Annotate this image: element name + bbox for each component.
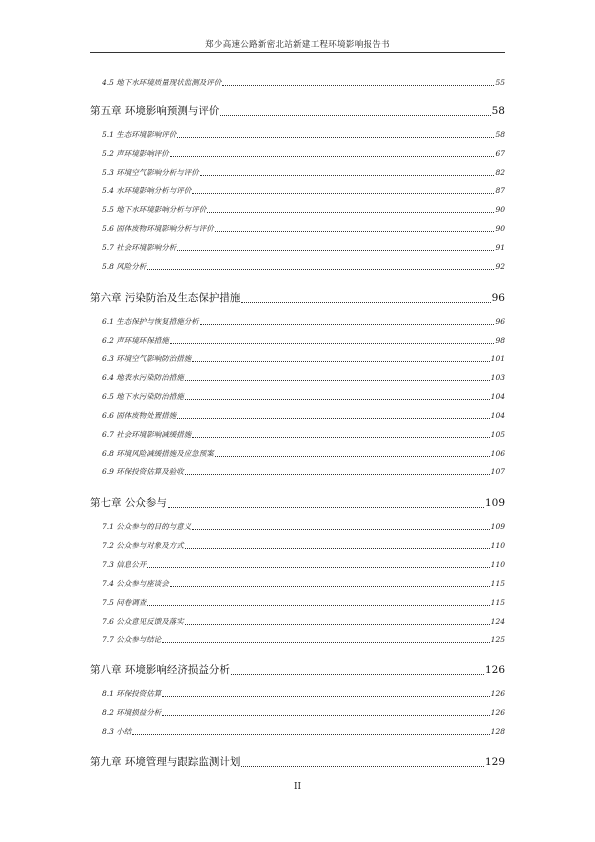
toc-entry-title: 4.5 地下水环境质量现状监测及评价 [102, 78, 222, 87]
dot-leader [192, 437, 489, 438]
toc-section-entry[interactable] [102, 688, 505, 699]
toc-section-entry[interactable] [102, 521, 505, 532]
dot-leader [231, 674, 484, 675]
toc-entry-page: 126 [490, 689, 505, 698]
toc-section-entry[interactable] [102, 726, 505, 737]
toc-entry-page: 128 [490, 727, 505, 736]
toc-entry-page: 87 [495, 186, 505, 195]
dot-leader [185, 474, 490, 475]
toc-entry-title: 7.6 公众意见反馈及落实 [102, 617, 184, 626]
dot-leader [222, 85, 494, 86]
toc-section-entry[interactable] [102, 391, 505, 402]
toc-entry-title: 5.7 社会环境影响分析 [102, 243, 177, 252]
toc-section-entry[interactable] [102, 167, 505, 178]
toc-section-entry[interactable] [102, 129, 505, 140]
toc-entry-title: 7.1 公众参与的目的与意义 [102, 522, 192, 531]
toc-section-entry[interactable] [102, 429, 505, 440]
dot-leader [147, 567, 489, 568]
toc-entry-title: 6.4 地表水污染防治措施 [102, 373, 184, 382]
toc-entry-page: 129 [484, 756, 505, 768]
toc-section-entry[interactable] [102, 634, 505, 645]
toc-section-entry[interactable] [102, 316, 505, 327]
toc-entry-page: 67 [495, 149, 505, 158]
toc-section-entry[interactable] [102, 242, 505, 253]
toc-entry-page: 104 [490, 392, 505, 401]
toc-entry-page: 58 [495, 130, 505, 139]
toc-entry-title: 5.8 风险分析 [102, 262, 147, 271]
toc-entry-title: 第七章 公众参与 [90, 497, 167, 509]
dot-leader [168, 507, 484, 508]
toc-entry-title: 6.9 环保投资估算及验收 [102, 467, 184, 476]
toc-section-entry[interactable] [102, 410, 505, 421]
toc-section-entry[interactable] [102, 148, 505, 159]
toc-section-entry[interactable] [102, 616, 505, 627]
toc-entry-page: 124 [490, 617, 505, 626]
toc-entry-title: 7.7 公众参与结论 [102, 635, 162, 644]
toc-entry-title: 6.1 生态保护与恢复措施分析 [102, 317, 199, 326]
toc-entry-title: 6.3 环境空气影响防治措施 [102, 354, 192, 363]
dot-leader [192, 193, 494, 194]
toc-entry-title: 8.2 环境损益分析 [102, 708, 162, 717]
toc-entry-page: 110 [490, 560, 505, 569]
toc-entry-title: 5.3 环境空气影响分析与评价 [102, 168, 199, 177]
toc-entry-page: 96 [491, 292, 505, 304]
dot-leader [192, 529, 489, 530]
dot-leader [147, 605, 489, 606]
toc-entry-title: 8.1 环保投资估算 [102, 689, 162, 698]
toc-entry-title: 7.2 公众参与对象及方式 [102, 541, 184, 550]
toc-section-entry[interactable] [102, 372, 505, 383]
toc-entry-page: 58 [491, 105, 505, 117]
toc-entry-page: 126 [490, 708, 505, 717]
dot-leader [162, 696, 489, 697]
toc-entry-title: 5.5 地下水环境影响分析与评价 [102, 205, 207, 214]
toc-section-entry[interactable] [102, 77, 505, 88]
toc-entry-page: 90 [495, 205, 505, 214]
toc-entry-page: 96 [495, 317, 505, 326]
toc-entry-page: 109 [490, 522, 505, 531]
toc-section-entry[interactable] [102, 559, 505, 570]
toc-entry-title: 5.2 声环境影响评价 [102, 149, 169, 158]
dot-leader [185, 548, 490, 549]
toc-section-entry[interactable] [102, 223, 505, 234]
toc-section-entry[interactable] [102, 597, 505, 608]
toc-section-entry[interactable] [102, 261, 505, 272]
toc-entry-title: 5.1 生态环境影响评价 [102, 130, 177, 139]
toc-chapter-entry[interactable] [90, 103, 505, 118]
toc-section-entry[interactable] [102, 448, 505, 459]
toc-entry-title: 6.2 声环境环保措施 [102, 336, 169, 345]
dot-leader [241, 766, 484, 767]
toc-entry-title: 7.3 信息公开 [102, 560, 147, 569]
toc-entry-title: 第五章 环境影响预测与评价 [90, 105, 220, 117]
toc-entry-title: 第九章 环境管理与跟踪监测计划 [90, 756, 241, 768]
toc-entry-page: 101 [490, 354, 505, 363]
toc-entry-title: 6.6 固体废物处置措施 [102, 411, 177, 420]
dot-leader [170, 343, 495, 344]
dot-leader [200, 324, 495, 325]
toc-entry-title: 6.5 地下水污染防治措施 [102, 392, 184, 401]
toc-chapter-entry[interactable] [90, 290, 505, 305]
dot-leader [207, 212, 494, 213]
toc-entry-page: 90 [495, 224, 505, 233]
toc-entry-page: 110 [490, 541, 505, 550]
toc-entry-title: 第六章 污染防治及生态保护措施 [90, 292, 241, 304]
toc-entry-title: 5.6 固体废物环境影响分析与评价 [102, 224, 214, 233]
toc-entry-title: 8.3 小结 [102, 727, 132, 736]
toc-entry-page: 82 [495, 168, 505, 177]
toc-entry-title: 第八章 环境影响经济损益分析 [90, 664, 230, 676]
toc-entry-title: 6.8 环境风险减缓措施及应急预案 [102, 449, 214, 458]
dot-leader [177, 250, 494, 251]
toc-section-entry[interactable] [102, 185, 505, 196]
dot-leader [220, 115, 490, 116]
page-number: II [293, 782, 302, 792]
dot-leader [162, 715, 489, 716]
dot-leader [185, 380, 490, 381]
toc-entry-page: 115 [490, 598, 505, 607]
dot-leader [147, 269, 494, 270]
toc-entry-page: 109 [484, 497, 505, 509]
dot-leader [241, 302, 490, 303]
toc-section-entry[interactable] [102, 466, 505, 477]
dot-leader [185, 624, 490, 625]
toc-section-entry[interactable] [102, 707, 505, 718]
dot-leader [177, 418, 489, 419]
toc-chapter-entry[interactable] [90, 754, 505, 769]
toc-entry-page: 92 [495, 262, 505, 271]
dot-leader [215, 231, 495, 232]
toc-entry-page: 107 [490, 467, 505, 476]
toc-section-entry[interactable] [102, 353, 505, 364]
dot-leader [177, 137, 494, 138]
toc-entry-page: 98 [495, 336, 505, 345]
toc-entry-title: 5.4 水环境影响分析与评价 [102, 186, 192, 195]
toc-entry-page: 115 [490, 579, 505, 588]
toc-entry-page: 126 [484, 664, 505, 676]
dot-leader [200, 175, 495, 176]
dot-leader [162, 642, 489, 643]
toc-entry-page: 55 [495, 78, 505, 87]
dot-leader [215, 456, 490, 457]
dot-leader [170, 156, 495, 157]
dot-leader [185, 399, 490, 400]
toc-entry-title: 7.4 公众参与座谈会 [102, 579, 169, 588]
toc-entry-page: 125 [490, 635, 505, 644]
toc-section-entry[interactable] [102, 540, 505, 551]
toc-section-entry[interactable] [102, 578, 505, 589]
running-header: 郑少高速公路新密北站新建工程环境影响报告书 [205, 40, 390, 50]
dot-leader [170, 586, 490, 587]
toc-entry-page: 104 [490, 411, 505, 420]
toc-section-entry[interactable] [102, 204, 505, 215]
toc-entry-page: 106 [490, 449, 505, 458]
toc-entry-page: 91 [495, 243, 505, 252]
toc-entry-page: 105 [490, 430, 505, 439]
toc-section-entry[interactable] [102, 335, 505, 346]
dot-leader [192, 361, 489, 362]
toc-entry-page: 103 [490, 373, 505, 382]
toc-entry-title: 6.7 社会环境影响减缓措施 [102, 430, 192, 439]
toc-chapter-entry[interactable] [90, 662, 505, 677]
dot-leader [132, 734, 489, 735]
toc-chapter-entry[interactable] [90, 495, 505, 510]
toc-entry-title: 7.5 问卷调查 [102, 598, 147, 607]
